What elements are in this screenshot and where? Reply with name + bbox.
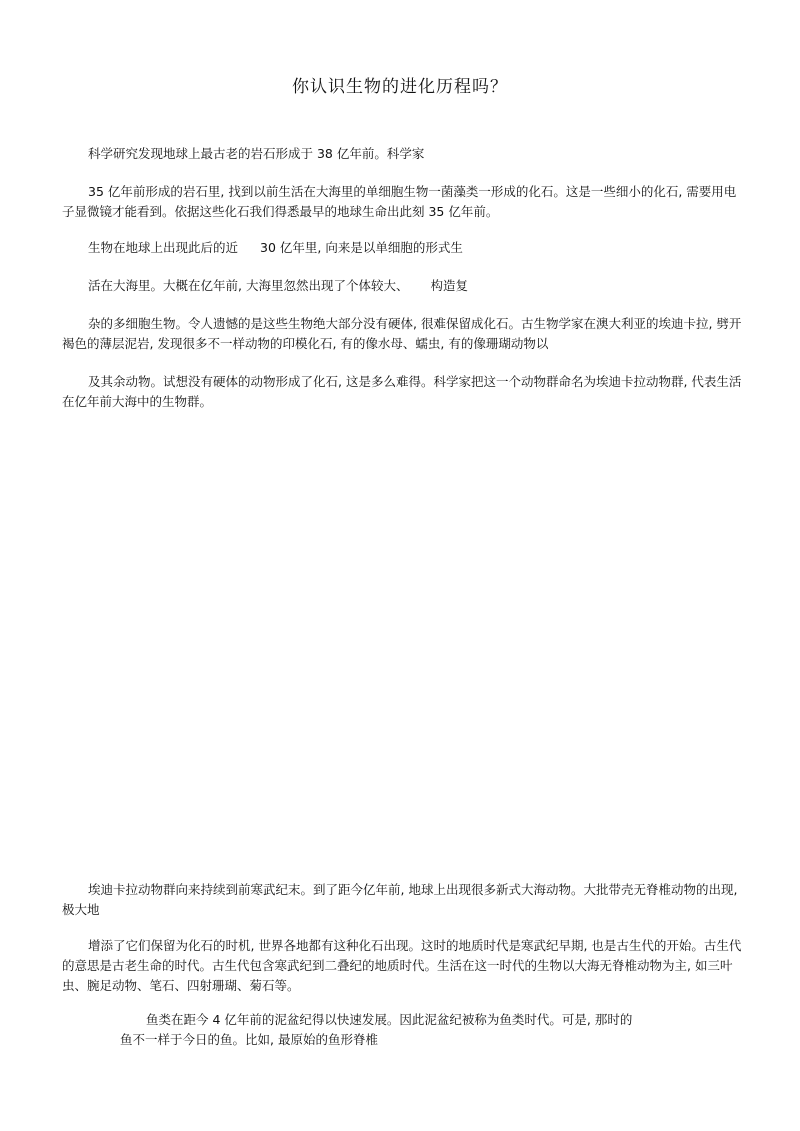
paragraph-8: [62, 936, 742, 996]
paragraph-2: [62, 182, 742, 222]
paragraph-1: [62, 144, 742, 164]
paragraph-8-text: 增添了它们保留为化石的时机, 世界各地都有这种化石出现。这时的地质时代是寒武纪早期, 也是古生代的开始。古生代的意思是古老生命的时代。古生代包含寒武纪到二叠纪的地质时代。生活在这一时代的生物以大海无脊椎动物为主, 如三叶虫、腕足动物、笔石、四射珊瑚、菊石等。: [62, 938, 742, 993]
paragraph-4-text-b: 构造复: [430, 278, 468, 293]
paragraph-3-text-a: 生物在地球上出现此后的近: [88, 240, 239, 255]
paragraph-7: [62, 880, 742, 920]
paragraph-6: [62, 372, 742, 412]
paragraph-2-text: 35 亿年前形成的岩石里, 找到以前生活在大海里的单细胞生物一菌藻类一形成的化石。这是一些细小的化石, 需要用电子显微镜才能看到。依据这些化石我们得悉最早的地球生命出此刻 35 亿年前。: [62, 184, 737, 219]
page-title: 你认识生物的进化历程吗？: [292, 77, 508, 97]
paragraph-9-text-a: 鱼类在距今 4 亿年前的泥盆纪得以快速发展。因此泥盆纪被称为鱼类时代。可是, 那时的: [146, 1012, 633, 1027]
paragraph-4-text-a: 活在大海里。大概在亿年前, 大海里忽然出现了个体较大、: [88, 278, 409, 293]
paragraph-9-text-b: 鱼不一样于今日的鱼。比如, 最原始的鱼形脊椎: [120, 1032, 378, 1047]
paragraph-1-text: 科学研究发现地球上最古老的岩石形成于 38 亿年前。科学家: [88, 146, 425, 161]
paragraph-3-text-b: 30 亿年里, 向来是以单细胞的形式生: [260, 240, 463, 255]
paragraph-7-text: 埃迪卡拉动物群向来持续到前寒武纪末。到了距今亿年前, 地球上出现很多新式大海动物。大批带壳无脊椎动物的出现, 极大地: [62, 882, 738, 917]
paragraph-5-text: 杂的多细胞生物。令人遗憾的是这些生物绝大部分没有硬体, 很难保留成化石。古生物学家在澳大利亚的埃迪卡拉, 劈开褐色的薄层泥岩, 发现很多不一样动物的印模化石, 有的像水母、蠕虫, 有的像珊瑚动物以: [62, 316, 742, 351]
paragraph-3: [62, 238, 742, 258]
paragraph-5: [62, 314, 742, 354]
paragraph-9: [120, 1010, 720, 1050]
paragraph-6-text: 及其余动物。试想没有硬体的动物形成了化石, 这是多么难得。科学家把这一个动物群命名为埃迪卡拉动物群, 代表生活在亿年前大海中的生物群。: [62, 374, 742, 409]
paragraph-4: [62, 276, 742, 296]
